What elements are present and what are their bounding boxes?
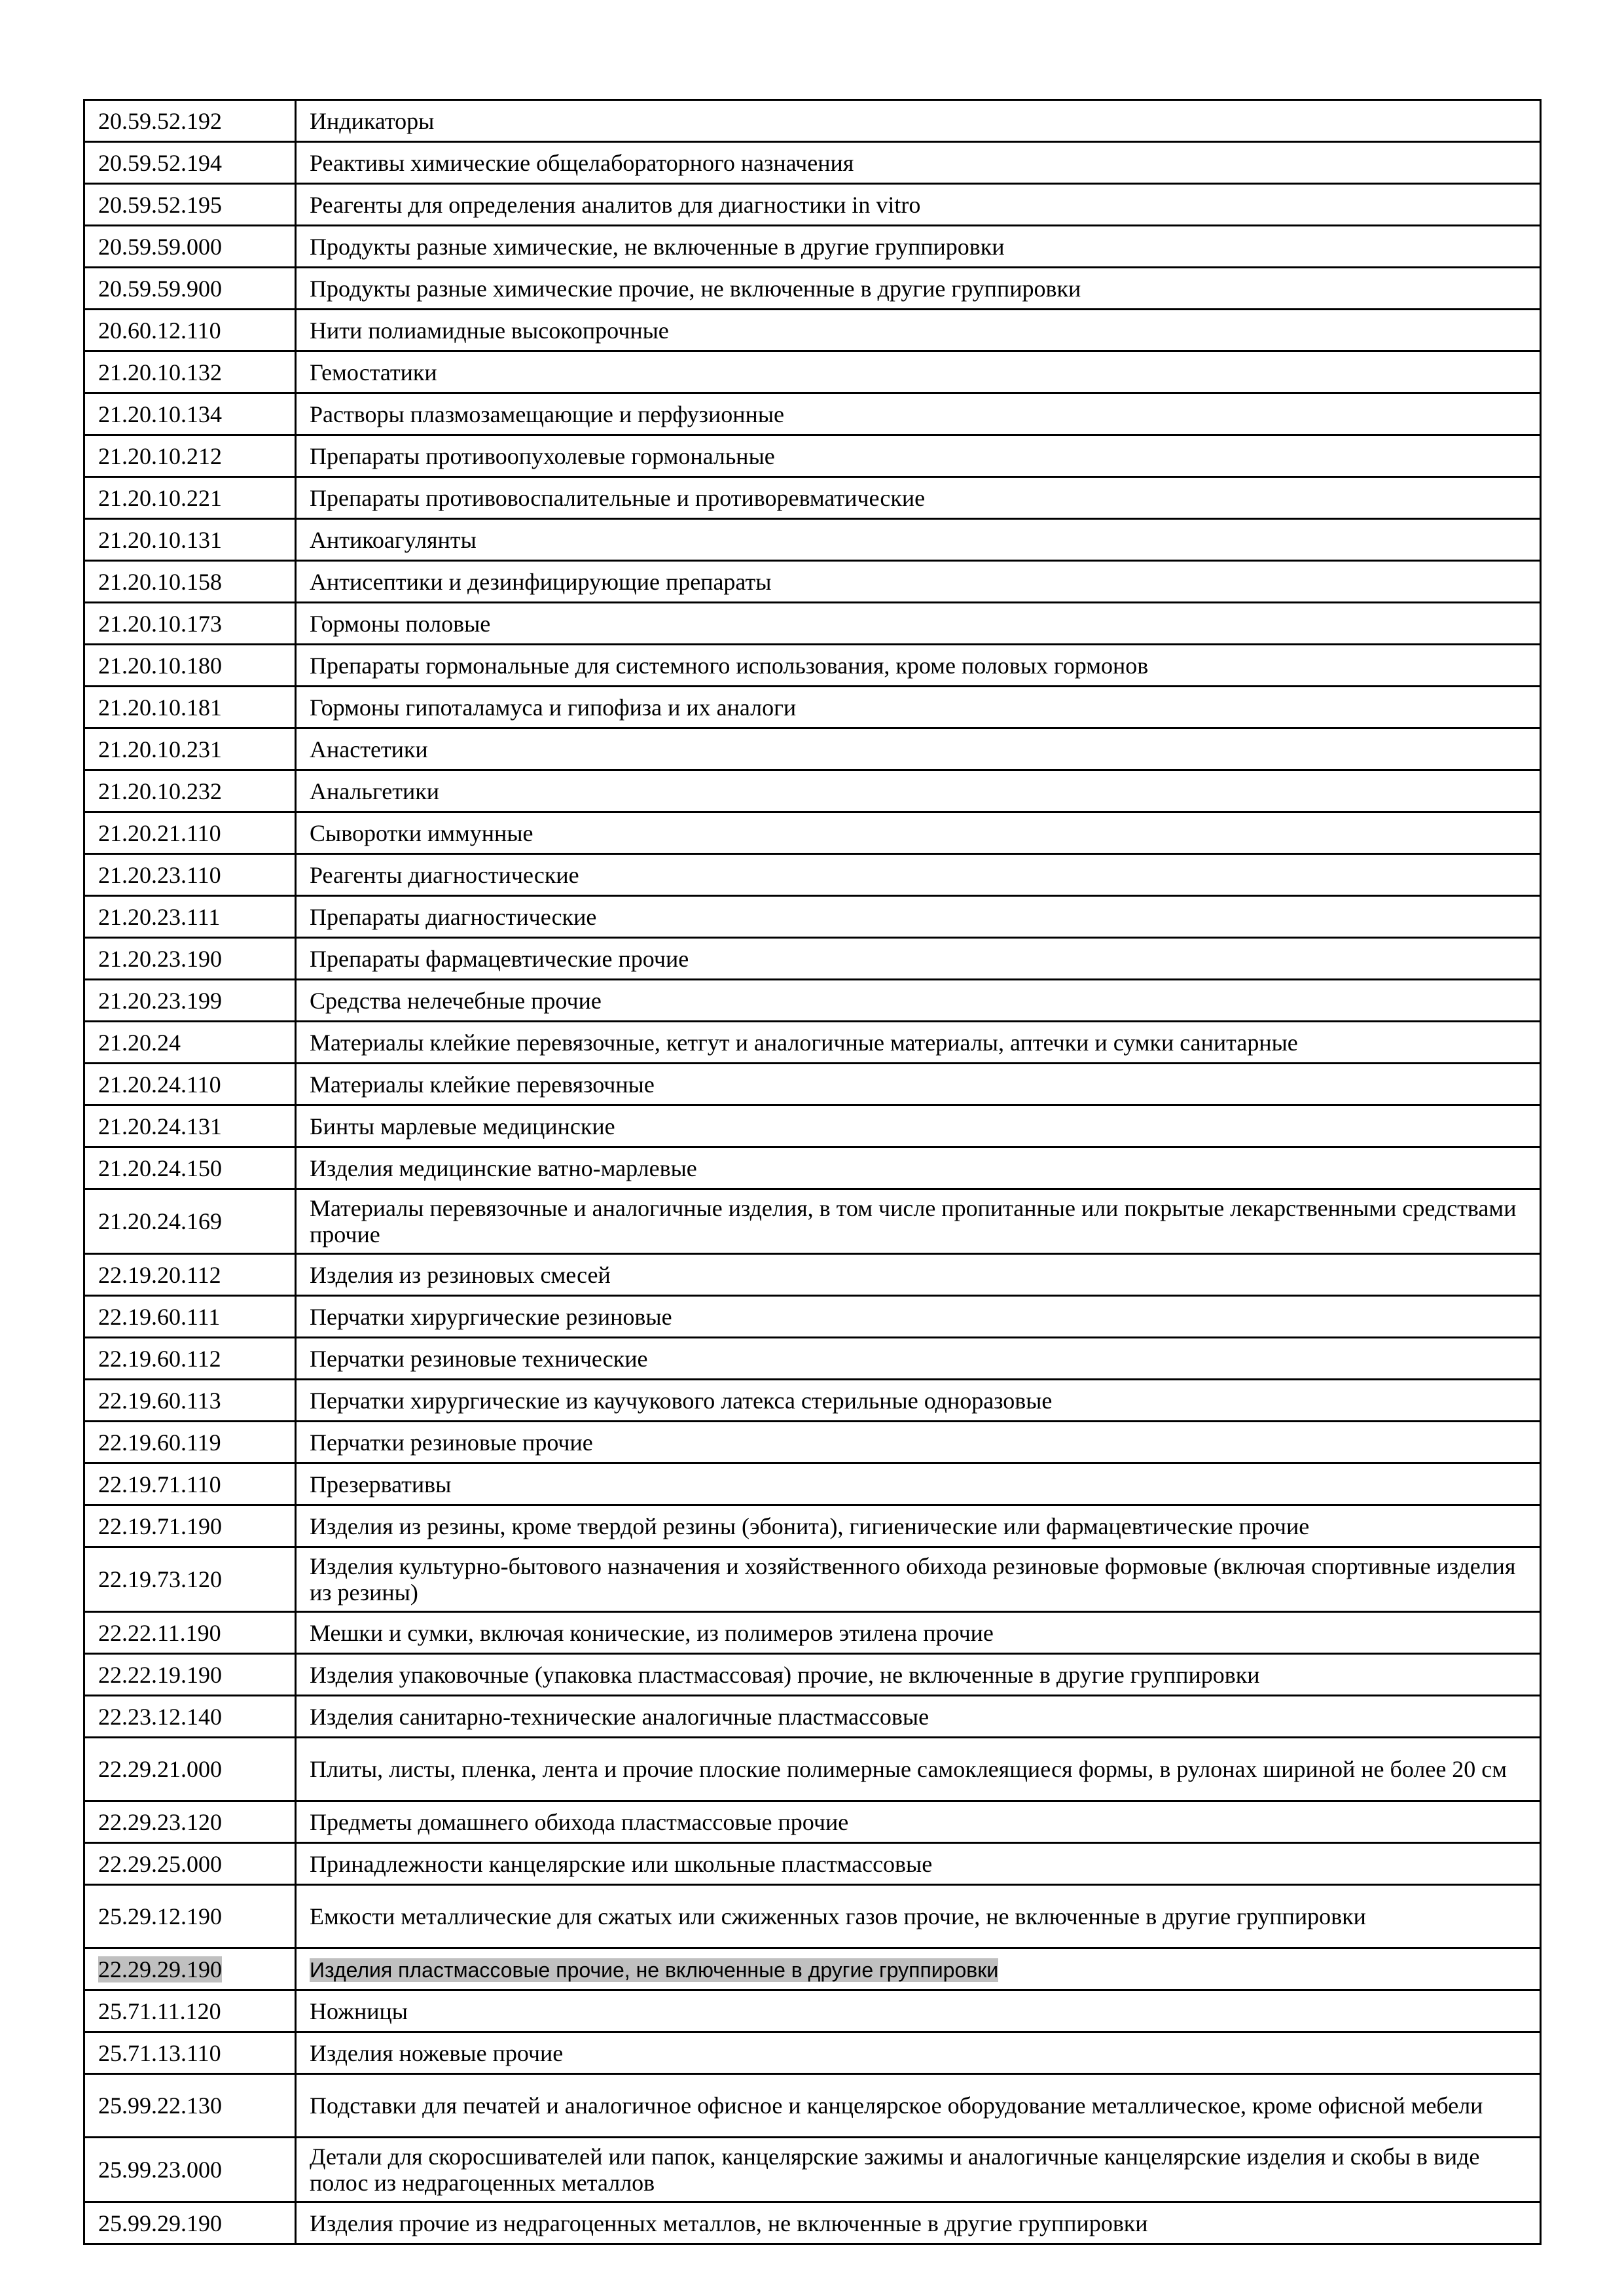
table-row	[84, 1022, 1541, 1064]
code-cell: 21.20.24.110	[84, 1064, 296, 1105]
description-cell: Изделия упаковочные (упаковка пластмассовая) прочие, не включенные в другие группировки	[296, 1654, 1541, 1696]
code-cell: 21.20.10.181	[84, 687, 296, 728]
table-row	[84, 1422, 1541, 1463]
code-cell: 25.99.22.130	[84, 2074, 296, 2138]
description-cell: Изделия медицинские ватно-марлевые	[296, 1147, 1541, 1189]
code-cell: 22.23.12.140	[84, 1696, 296, 1738]
table-row-highlighted	[84, 1948, 1541, 1990]
code-cell: 21.20.10.212	[84, 435, 296, 477]
code-cell: 22.19.60.113	[84, 1380, 296, 1422]
table-row	[84, 184, 1541, 226]
code-cell: 22.22.11.190	[84, 1612, 296, 1654]
table-row	[84, 2074, 1541, 2138]
table-row	[84, 351, 1541, 393]
description-cell: Препараты диагностические	[296, 896, 1541, 938]
table-row	[84, 1505, 1541, 1547]
table-row	[84, 645, 1541, 687]
description-cell: Препараты гормональные для системного использования, кроме половых гормонов	[296, 645, 1541, 687]
code-cell: 20.59.59.900	[84, 268, 296, 310]
description-cell: Емкости металлические для сжатых или сжиженных газов прочие, не включенные в другие группировки	[296, 1885, 1541, 1948]
description-cell: Препараты противовоспалительные и противоревматические	[296, 477, 1541, 519]
description-cell: Изделия санитарно-технические аналогичные пластмассовые	[296, 1696, 1541, 1738]
description-cell: Принадлежности канцелярские или школьные пластмассовые	[296, 1843, 1541, 1885]
table-row	[84, 938, 1541, 980]
code-cell: 21.20.10.158	[84, 561, 296, 603]
code-cell: 21.20.23.111	[84, 896, 296, 938]
code-cell: 25.71.11.120	[84, 1990, 296, 2032]
description-cell: Презервативы	[296, 1463, 1541, 1505]
description-cell: Изделия ножевые прочие	[296, 2032, 1541, 2074]
table-row	[84, 393, 1541, 435]
description-cell: Антикоагулянты	[296, 519, 1541, 561]
code-cell: 25.99.23.000	[84, 2138, 296, 2202]
code-cell: 22.19.60.112	[84, 1338, 296, 1380]
description-cell: Препараты противоопухолевые гормональные	[296, 435, 1541, 477]
code-cell: 25.99.29.190	[84, 2202, 296, 2244]
description-cell: Реагенты для определения аналитов для диагностики in vitro	[296, 184, 1541, 226]
table-row	[84, 1885, 1541, 1948]
description-cell: Антисептики и дезинфицирующие препараты	[296, 561, 1541, 603]
table-row	[84, 1064, 1541, 1105]
table-row	[84, 1463, 1541, 1505]
description-cell: Изделия из резиновых смесей	[296, 1254, 1541, 1296]
table-row	[84, 1654, 1541, 1696]
description-cell: Перчатки резиновые технические	[296, 1338, 1541, 1380]
table-row	[84, 854, 1541, 896]
table-row	[84, 1801, 1541, 1843]
code-cell: 21.20.10.173	[84, 603, 296, 645]
code-cell: 21.20.10.231	[84, 728, 296, 770]
table-row	[84, 1612, 1541, 1654]
description-cell: Предметы домашнего обихода пластмассовые прочие	[296, 1801, 1541, 1843]
description-cell: Материалы перевязочные и аналогичные изделия, в том числе пропитанные или покрытые лекарственными средствами прочие	[296, 1189, 1541, 1254]
table-row	[84, 1990, 1541, 2032]
description-cell: Детали для скоросшивателей или папок, канцелярские зажимы и аналогичные канцелярские изделия и скобы в виде полос из недрагоценных металлов	[296, 2138, 1541, 2202]
code-cell	[84, 1948, 296, 1990]
code-cell: 22.29.23.120	[84, 1801, 296, 1843]
highlighted-description: Изделия пластмассовые прочие, не включенные в другие группировки	[310, 1958, 999, 1982]
table-row	[84, 603, 1541, 645]
code-cell: 21.20.10.134	[84, 393, 296, 435]
description-cell: Ножницы	[296, 1990, 1541, 2032]
code-cell: 20.60.12.110	[84, 310, 296, 351]
table-row	[84, 310, 1541, 351]
description-cell: Перчатки хирургические из каучукового латекса стерильные одноразовые	[296, 1380, 1541, 1422]
code-cell: 22.29.25.000	[84, 1843, 296, 1885]
description-cell: Реагенты диагностические	[296, 854, 1541, 896]
code-cell: 20.59.52.192	[84, 100, 296, 142]
table-row	[84, 435, 1541, 477]
description-cell: Гемостатики	[296, 351, 1541, 393]
table-row	[84, 728, 1541, 770]
table-row	[84, 100, 1541, 142]
description-cell: Реактивы химические общелабораторного назначения	[296, 142, 1541, 184]
highlighted-code: 22.29.29.190	[98, 1956, 222, 1982]
description-cell: Продукты разные химические, не включенные в другие группировки	[296, 226, 1541, 268]
description-cell: Материалы клейкие перевязочные	[296, 1064, 1541, 1105]
table-row	[84, 561, 1541, 603]
code-cell: 22.19.71.110	[84, 1463, 296, 1505]
okpd-code-table	[83, 99, 1542, 2245]
description-cell: Гормоны половые	[296, 603, 1541, 645]
code-cell: 25.29.12.190	[84, 1885, 296, 1948]
table-row	[84, 519, 1541, 561]
table-row	[84, 1105, 1541, 1147]
table-row	[84, 2032, 1541, 2074]
code-cell: 22.19.71.190	[84, 1505, 296, 1547]
description-cell: Гормоны гипоталамуса и гипофиза и их аналоги	[296, 687, 1541, 728]
code-cell: 21.20.23.110	[84, 854, 296, 896]
table-row	[84, 1296, 1541, 1338]
table-row	[84, 1254, 1541, 1296]
code-cell: 21.20.23.190	[84, 938, 296, 980]
code-cell: 20.59.52.194	[84, 142, 296, 184]
description-cell: Бинты марлевые медицинские	[296, 1105, 1541, 1147]
code-cell: 21.20.24.131	[84, 1105, 296, 1147]
code-cell: 22.19.20.112	[84, 1254, 296, 1296]
code-cell: 21.20.10.131	[84, 519, 296, 561]
code-cell: 21.20.10.180	[84, 645, 296, 687]
code-cell: 21.20.10.221	[84, 477, 296, 519]
code-cell: 21.20.10.232	[84, 770, 296, 812]
description-cell: Перчатки хирургические резиновые	[296, 1296, 1541, 1338]
description-cell: Продукты разные химические прочие, не включенные в другие группировки	[296, 268, 1541, 310]
code-cell: 22.29.21.000	[84, 1738, 296, 1801]
table-row	[84, 1338, 1541, 1380]
table-row	[84, 226, 1541, 268]
table-row	[84, 1380, 1541, 1422]
code-cell: 25.71.13.110	[84, 2032, 296, 2074]
table-row	[84, 1189, 1541, 1254]
table-row	[84, 687, 1541, 728]
description-cell: Подставки для печатей и аналогичное офисное и канцелярское оборудование металлическое, кроме офисной мебели	[296, 2074, 1541, 2138]
code-cell: 22.19.60.119	[84, 1422, 296, 1463]
description-cell: Растворы плазмозамещающие и перфузионные	[296, 393, 1541, 435]
description-cell: Анальгетики	[296, 770, 1541, 812]
code-cell: 22.19.73.120	[84, 1547, 296, 1612]
code-cell: 21.20.24	[84, 1022, 296, 1064]
description-cell	[296, 1948, 1541, 1990]
table-row	[84, 980, 1541, 1022]
code-cell: 21.20.10.132	[84, 351, 296, 393]
table-row	[84, 2138, 1541, 2202]
table-row	[84, 896, 1541, 938]
description-cell: Изделия из резины, кроме твердой резины (эбонита), гигиенические или фармацевтические прочие	[296, 1505, 1541, 1547]
description-cell: Препараты фармацевтические прочие	[296, 938, 1541, 980]
description-cell: Изделия культурно-бытового назначения и хозяйственного обихода резиновые формовые (включая спортивные изделия из резины)	[296, 1547, 1541, 1612]
description-cell: Сыворотки иммунные	[296, 812, 1541, 854]
table-row	[84, 1843, 1541, 1885]
description-cell: Перчатки резиновые прочие	[296, 1422, 1541, 1463]
code-cell: 21.20.24.169	[84, 1189, 296, 1254]
description-cell: Материалы клейкие перевязочные, кетгут и аналогичные материалы, аптечки и сумки санитарные	[296, 1022, 1541, 1064]
description-cell: Изделия прочие из недрагоценных металлов, не включенные в другие группировки	[296, 2202, 1541, 2244]
code-cell: 22.22.19.190	[84, 1654, 296, 1696]
description-cell: Средства нелечебные прочие	[296, 980, 1541, 1022]
table-row	[84, 2202, 1541, 2244]
code-cell: 22.19.60.111	[84, 1296, 296, 1338]
table-row	[84, 1696, 1541, 1738]
table-row	[84, 142, 1541, 184]
code-cell: 21.20.24.150	[84, 1147, 296, 1189]
description-cell: Анастетики	[296, 728, 1541, 770]
table-row	[84, 268, 1541, 310]
table-row	[84, 812, 1541, 854]
code-cell: 20.59.52.195	[84, 184, 296, 226]
table-row	[84, 1147, 1541, 1189]
description-cell: Мешки и сумки, включая конические, из полимеров этилена прочие	[296, 1612, 1541, 1654]
table-row	[84, 770, 1541, 812]
description-cell: Плиты, листы, пленка, лента и прочие плоские полимерные самоклеящиеся формы, в рулонах шириной не более 20 см	[296, 1738, 1541, 1801]
table-row	[84, 1738, 1541, 1801]
document-page	[83, 99, 1542, 2245]
description-cell: Индикаторы	[296, 100, 1541, 142]
description-cell: Нити полиамидные высокопрочные	[296, 310, 1541, 351]
table-row	[84, 477, 1541, 519]
code-cell: 20.59.59.000	[84, 226, 296, 268]
table-row	[84, 1547, 1541, 1612]
code-cell: 21.20.21.110	[84, 812, 296, 854]
code-cell: 21.20.23.199	[84, 980, 296, 1022]
